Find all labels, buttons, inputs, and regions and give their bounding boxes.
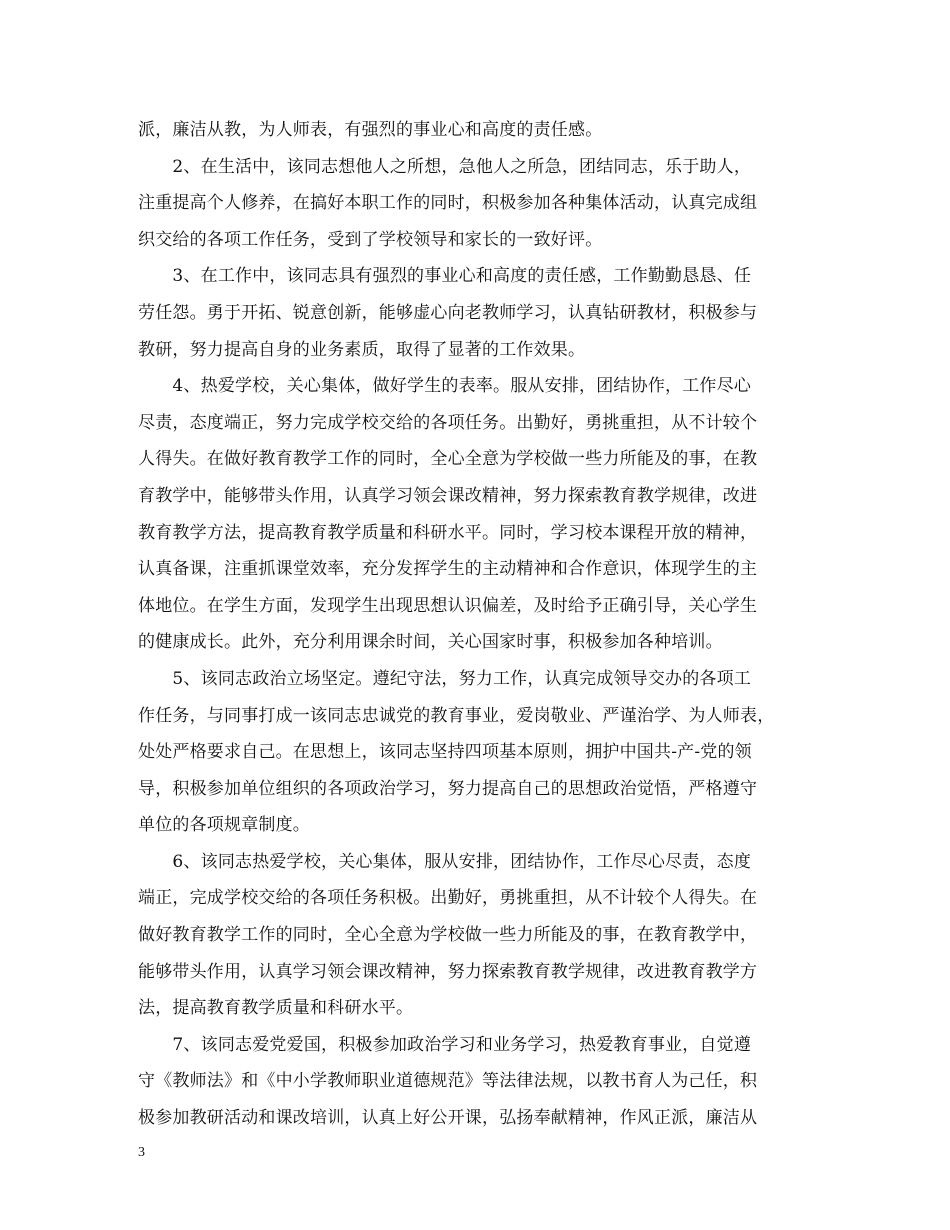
text-line: 教育教学方法，提高教育教学质量和科研水平。同时，学习校本课程开放的精神， [138,522,758,543]
text-line: 极参加教研活动和课改培训，认真上好公开课，弘扬奉献精神，作风正派，廉洁从 [138,1108,758,1129]
text-line: 育教学中，能够带头作用，认真学习领会课改精神，努力探索教育教学规律，改进 [138,485,758,506]
text-line: 织交给的各项工作任务，受到了学校领导和家长的一致好评。 [138,229,603,250]
text-line: 4、热爱学校，关心集体，做好学生的表率。服从安排，团结协作，工作尽心 [138,376,752,397]
text-line: 2、在生活中，该同志想他人之所想，急他人之所急，团结同志，乐于助人， [138,156,752,177]
text-line: 认真备课，注重抓课堂效率，充分发挥学生的主动精神和合作意识，体现学生的主 [138,559,758,580]
text-line: 劳任怨。勇于开拓、锐意创新，能够虚心向老教师学习，认真钻研教材，积极参与 [138,302,758,323]
text-line: 守《教师法》和《中小学教师职业道德规范》等法律法规，以教书育人为己任，积 [138,1071,758,1092]
page-number: 3 [138,1145,145,1160]
text-line: 处处严格要求自己。在思想上，该同志坚持四项基本原则，拥护中国共-产-党的领 [138,742,752,763]
text-line: 的健康成长。此外，充分利用课余时间，关心国家时事，积极参加各种培训。 [138,632,723,653]
text-line: 7、该同志爱党爱国，积极参加政治学习和业务学习，热爱教育事业，自觉遵 [138,1034,752,1055]
body-text [138,112,822,1137]
text-line: 作任务，与同事打成一该同志忠诚党的教育事业，爱岗敬业、严谨治学、为人师表， [138,705,775,726]
text-line: 6、该同志热爱学校，关心集体，服从安排，团结协作，工作尽心尽责，态度 [138,851,752,872]
text-line: 做好教育教学工作的同时，全心全意为学校做一些力所能及的事，在教育教学中， [138,925,758,946]
text-line: 人得失。在做好教育教学工作的同时，全心全意为学校做一些力所能及的事，在教 [138,449,758,470]
text-line: 能够带头作用，认真学习领会课改精神，努力探索教育教学规律，改进教育教学方 [138,961,758,982]
text-line: 单位的各项规章制度。 [138,815,310,836]
text-line: 教研，努力提高自身的业务素质，取得了显著的工作效果。 [138,339,586,360]
text-line: 尽责，态度端正，努力完成学校交给的各项任务。出勤好，勇挑重担，从不计较个 [138,412,758,433]
text-line: 端正，完成学校交给的各项任务积极。出勤好，勇挑重担，从不计较个人得失。在 [138,888,758,909]
text-line: 法，提高教育教学质量和科研水平。 [138,998,414,1019]
text-line: 注重提高个人修养，在搞好本职工作的同时，积极参加各种集体活动，认真完成组 [138,193,758,214]
text-line: 派，廉洁从教，为人师表，有强烈的事业心和高度的责任感。 [138,120,603,140]
text-line: 5、该同志政治立场坚定。遵纪守法，努力工作，认真完成领导交办的各项工 [138,668,752,689]
text-line: 体地位。在学生方面，发现学生出现思想认识偏差，及时给予正确引导，关心学生 [138,595,758,616]
text-line: 导，积极参加单位组织的各项政治学习，努力提高自己的思想政治觉悟，严格遵守 [138,778,758,799]
text-line: 3、在工作中，该同志具有强烈的事业心和高度的责任感，工作勤勤恳恳、任 [138,266,752,287]
